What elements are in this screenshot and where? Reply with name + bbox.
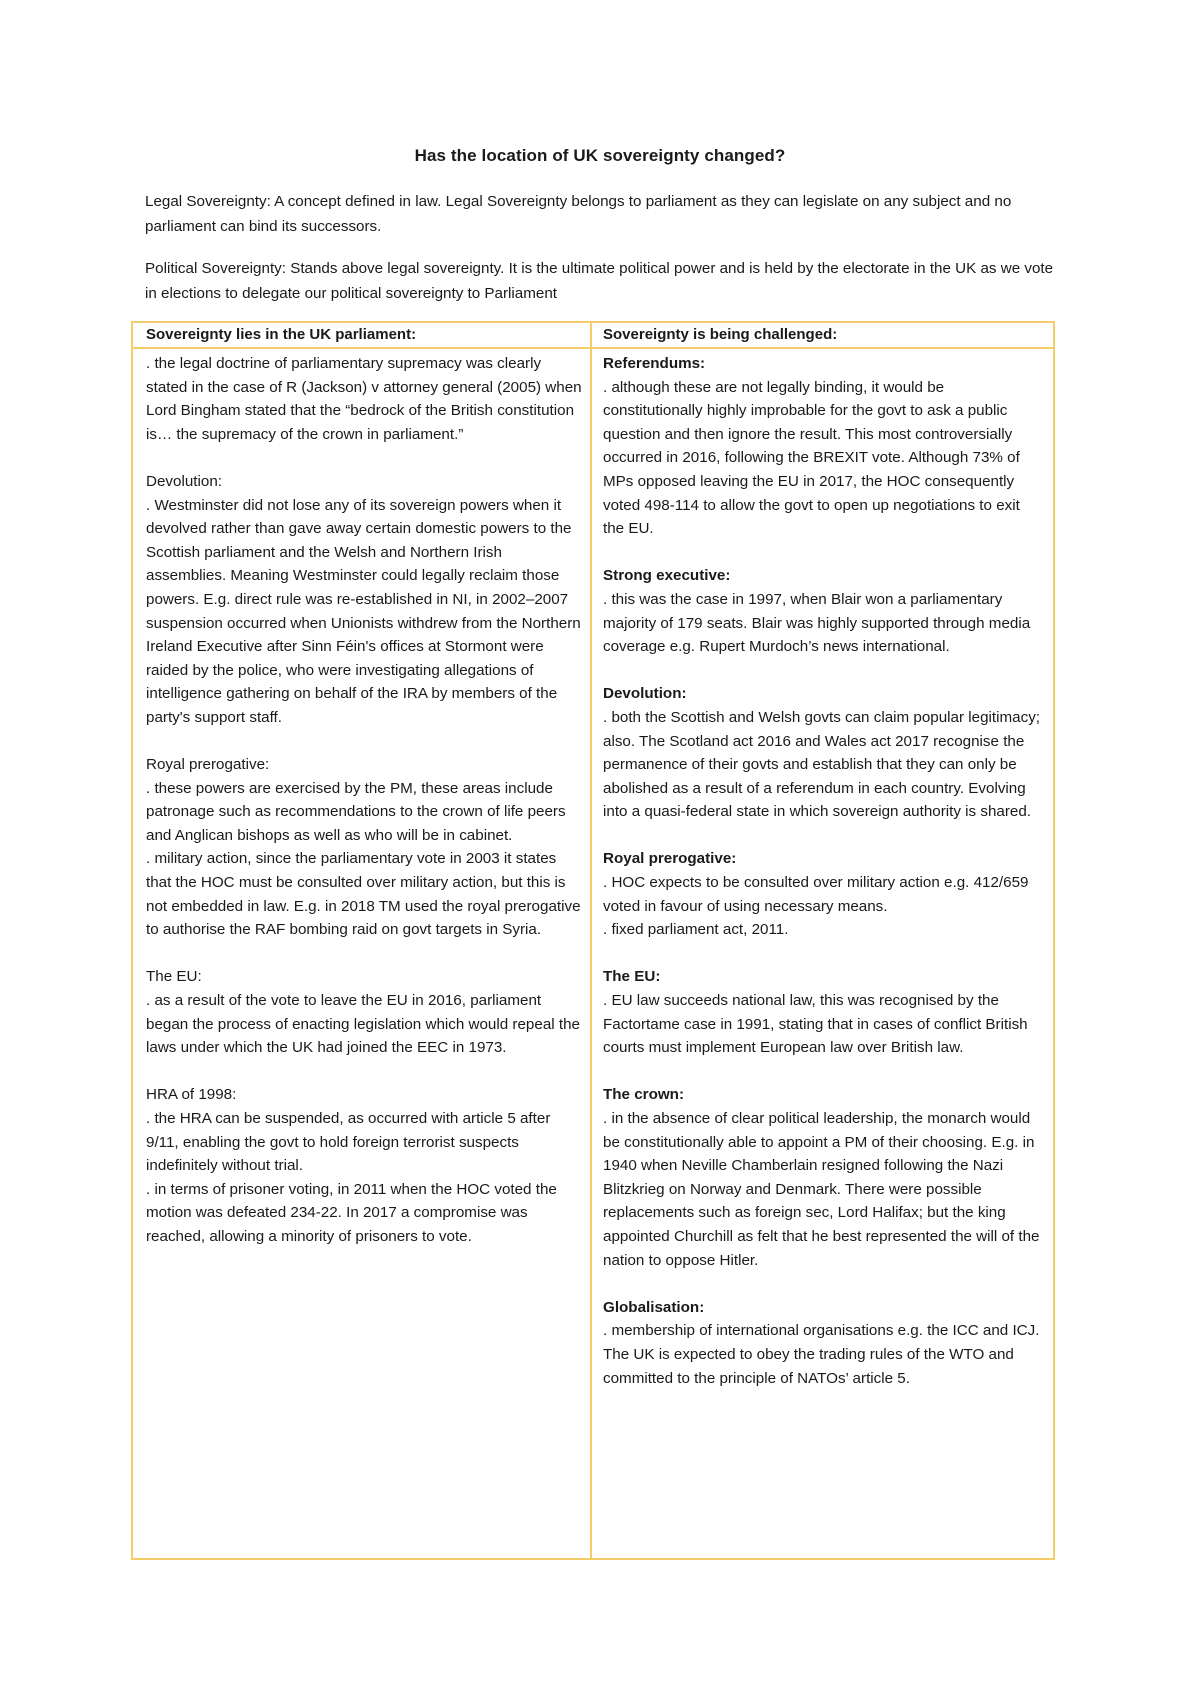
referendums-text: . although these are not legally binding, it would be constitutionally highly improbable for the govt to ask a public question and then ignore the result. This most controversially occurred in 2016, following the BREXIT vote. Although 73% of MPs opposed leaving the EU in 2017, the HOC consequently voted 498-114 to allow the govt to open up negotiations to exit the EU. [603,378,1020,538]
devolution-challenge-heading: Devolution: [603,685,687,703]
left-column [146,352,582,1249]
right-column-header: Sovereignty is being challenged: [603,326,838,343]
hra-text-1: . the HRA can be suspended, as occurred with article 5 after 9/11, enabling the govt to hold foreign terrorist suspects indefinitely without trial. [146,1110,551,1175]
eu-text: . as a result of the vote to leave the EU in 2016, parliament began the process of enacting legislation which would repeal the laws under which the UK had joined the EEC in 1973. [146,992,580,1057]
royal-prerogative-text-2: . military action, since the parliamentary vote in 2003 it states that the HOC must be consulted over military action, but this is not embedded in law. E.g. in 2018 TM used the royal prerogative to authorise the RAF bombing raid on govt targets in Syria. [146,850,581,939]
comparison-table [131,321,1055,1560]
hra-heading: HRA of 1998: [146,1086,237,1104]
table-header-row [133,323,1053,349]
left-column-header: Sovereignty lies in the UK parliament: [146,326,417,343]
eu-challenge-text: . EU law succeeds national law, this was recognised by the Factortame case in 1991, stating that in cases of conflict British courts must implement European law over British law. [603,992,1028,1057]
crown-heading: The crown: [603,1086,685,1104]
globalisation-text: . membership of international organisations e.g. the ICC and ICJ. The UK is expected to obey the trading rules of the WTO and committed to the principle of NATOs’ article 5. [603,1322,1040,1387]
royal-prerogative-challenge-text-1: . HOC expects to be consulted over military action e.g. 412/659 voted in favour of using necessary means. [603,874,1029,915]
eu-challenge-heading: The EU: [603,968,661,986]
royal-prerogative-challenge-heading: Royal prerogative: [603,850,737,868]
referendums-heading: Referendums: [603,355,706,372]
hra-text-2: . in terms of prisoner voting, in 2011 when the HOC voted the motion was defeated 234-22. In 2017 a compromise was reached, allowing a minority of prisoners to vote. [146,1180,557,1245]
political-sovereignty-paragraph: Political Sovereignty: Stands above legal sovereignty. It is the ultimate political power and is held by the electorate in the UK as we vote in elections to delegate our political sovereignty to Parliament [145,260,1054,302]
strong-executive-text: . this was the case in 1997, when Blair won a parliamentary majority of 179 seats. Blair was highly supported through media coverage e.g. Rupert Murdoch’s news international. [603,590,1031,656]
right-column [603,352,1043,1390]
crown-text: . in the absence of clear political leadership, the monarch would be constitutionally able to appoint a PM of their choosing. E.g. in 1940 when Neville Chamberlain resigned following the Nazi Blitzkrieg on Norway and Denmark. There were possible replacements such as foreign sec, Lord Halifax; but the king appointed Churchill as felt that he best represented the will of the nation to oppose Hitler. [603,1110,1040,1269]
globalisation-heading: Globalisation: [603,1298,705,1316]
devolution-challenge-text: . both the Scottish and Welsh govts can claim popular legitimacy; also. The Scotland act 2016 and Wales act 2017 recognise the permanence of their govts and establish that they can only be abolished as a result of a referendum in each country. Evolving into a quasi-federal state in which sovereign authority is shared. [603,708,1041,821]
strong-executive-heading: Strong executive: [603,567,731,585]
royal-prerogative-text-1: . these powers are exercised by the PM, these areas include patronage such as recommendations to the crown of life peers and Anglican bishops as well as who will be in cabinet. [146,779,566,844]
page-title: Has the location of UK sovereignty changed? [414,146,786,165]
royal-prerogative-heading: Royal prerogative: [146,756,270,774]
doctrine-text: . the legal doctrine of parliamentary supremacy was clearly stated in the case of R (Jackson) v attorney general (2005) when Lord Bingham stated that the “bedrock of the British constitution is… the supremacy of the crown in parliament.” [146,355,582,443]
legal-sovereignty-paragraph: Legal Sovereignty: A concept defined in law. Legal Sovereignty belongs to parliament as they can legislate on any subject and no parliament can bind its successors. [145,193,1012,235]
column-divider [590,323,592,1558]
devolution-heading: Devolution: [146,472,222,490]
devolution-text: . Westminster did not lose any of its sovereign powers when it devolved rather than gave away certain domestic powers to the Scottish parliament and the Welsh and Northern Irish assemblies. Meaning Westminster could legally reclaim those powers. E.g. direct rule was re-established in NI, in 2002–2007 suspension occurred when Unionists withdrew from the Northern Ireland Executive after Sinn Féin's offices at Stormont were raided by the police, who were investigating allegations of intelligence gathering on behalf of the IRA by members of the party's support staff. [146,496,581,726]
royal-prerogative-challenge-text-2: . fixed parliament act, 2011. [603,921,789,939]
eu-heading: The EU: [146,968,202,986]
